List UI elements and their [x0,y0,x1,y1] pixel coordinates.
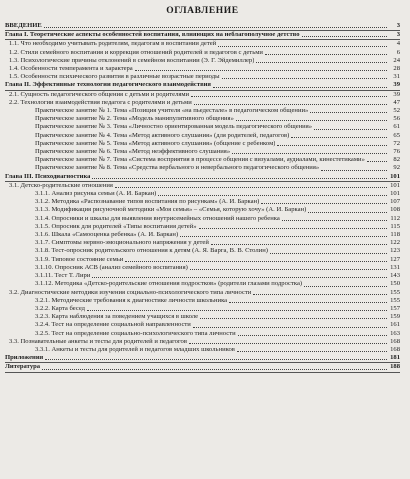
toc-page-number: 65 [393,131,400,139]
toc-leader-dots [291,137,387,138]
toc-entry-row [5,156,400,164]
toc-entry-title: Практическое занятие № 5. Тема «Метод активного слушания» (общение с ребенком) [35,139,276,147]
toc-entry-row [5,148,400,156]
toc-entry-row [5,182,400,190]
toc-entry-row [5,223,400,231]
toc-entry-title: Практическое занятие № 2. Тема «Модель манипулятивного общения» [35,115,234,123]
toc-leader-dots [265,54,387,55]
toc-entry-title: 1.2. Стили семейного воспитания и коррекция отношений родителей и педагогов с детьми [9,48,263,56]
toc-page-number: 150 [390,280,400,288]
toc-page-number: 31 [393,73,400,81]
toc-entry-title: Практическое занятие № 6. Тема «Метод неэффективного слушания» [35,148,231,156]
toc-leader-dots [158,195,387,196]
toc-entry-row [5,289,400,297]
toc-entry-title: ВВЕДЕНИЕ [5,22,42,29]
toc-entry-row [5,280,400,288]
toc-page-number: 108 [390,206,400,214]
toc-page-number: 131 [390,263,400,271]
toc-leader-dots [180,236,387,237]
toc-entry-title: Практическое занятие № 8. Тема «Средства вербального и невербального педагогического общения» [35,164,320,172]
toc-page-number: 28 [393,65,400,73]
table-of-contents [5,22,400,373]
toc-leader-dots [44,27,387,28]
toc-entry-title: 3.1.3. Модификация рисуночной методики «Моя семья» – «Семья, которую хочу» (А. И. Баркан) [35,206,307,214]
toc-entry-title: 3.2.5. Тест на определение социально-психологического типа личности [35,329,236,337]
toc-entry-row [5,338,400,346]
toc-chapter-row [5,81,400,90]
toc-entry-row [5,132,400,140]
toc-entry-row [5,321,400,329]
toc-entry-row [5,215,400,223]
toc-page-number: 24 [393,56,400,64]
toc-page-number: 52 [393,107,400,115]
toc-page-number: 115 [390,222,400,230]
toc-entry-row [5,239,400,247]
toc-page-number: 72 [393,139,400,147]
toc-entry-title: 3.3.1. Анкеты и тесты для родителей и педагогов младших школьников [35,345,235,353]
toc-page-number: 39 [393,90,400,98]
toc-leader-dots [92,277,387,278]
toc-page-number: 76 [393,148,400,156]
toc-leader-dots [321,170,387,171]
toc-entry-row [5,206,400,214]
toc-page-number: 56 [393,115,400,123]
toc-entry-title: 2.1. Сущность педагогического общения с детьми и родителями [9,90,190,98]
toc-page-number: 123 [390,247,400,255]
toc-entry-row [5,190,400,198]
toc-leader-dots [211,244,387,245]
toc-entry-title: Глава I. Теоретические аспекты особенностей воспитания, влияющих на неблагополучное детство [5,31,300,39]
toc-entry-row [5,272,400,280]
toc-leader-dots [135,70,387,71]
toc-page-number: 157 [390,304,400,312]
toc-entry-title: Практическое занятие № 3. Тема «Личностно ориентированная модель педагогического общения» [35,123,313,131]
toc-leader-dots [310,112,387,113]
toc-page-number: 101 [390,190,400,198]
toc-entry-title: 3.1.1. Анализ рисунка семьи (А. И. Баркан) [35,190,157,198]
toc-entry-row [5,99,400,107]
toc-entry-row [5,305,400,313]
toc-page-number: 4 [396,40,400,48]
toc-entry-row [5,264,400,272]
toc-leader-dots [190,269,387,270]
toc-leader-dots [367,161,387,162]
toc-leader-dots [200,318,387,319]
toc-entry-row [5,57,400,65]
toc-page-number: 181 [390,354,400,362]
toc-entry-title: 3.1.12. Методика «Детско-родительские отношения подростков» (родители глазами подростка) [35,280,303,288]
toc-entry-title: 3.2.4. Тест на определение социальной направленности [35,321,191,329]
toc-page-number: 127 [390,255,400,263]
toc-leader-dots [314,129,387,130]
toc-entry-title: 3.1. Детско-родительские отношения [9,181,113,189]
toc-entry-title: 3.2.1. Методические требования к диагностике личности школьника [35,296,228,304]
toc-entry-row [5,231,400,239]
toc-entry-row [5,49,400,57]
toc-entry-title: 3.3. Познавательные анкеты и тесты для родителей и педагогов [9,337,187,345]
toc-entry-title: Глава II. Эффективные технологии педагогического взаимодействия [5,81,212,89]
toc-leader-dots [87,310,387,311]
toc-page-number: 159 [390,313,400,321]
toc-entry-title: Приложения [5,354,44,362]
toc-page-number: 163 [390,329,400,337]
toc-page-number: 6 [396,48,400,56]
page-title: ОГЛАВЛЕНИЕ [166,6,239,16]
toc-page-number: 47 [393,98,400,106]
toc-entry-title: 3.1.6. Шкала «Самооценка ребенка» (А. И. Баркан) [35,231,179,239]
toc-leader-dots [45,359,387,360]
toc-entry-row [5,346,400,354]
toc-entry-row [5,330,400,338]
toc-entry-title: 1.1. Что необходимо учитывать родителям, педагогам в воспитании детей [9,40,217,48]
toc-leader-dots [232,153,387,154]
toc-entry-row [5,91,400,99]
toc-entry-row [5,313,400,321]
toc-entry-title: Литература [5,363,41,371]
toc-page-number: 61 [393,123,400,131]
toc-entry-title: 3.1.10. Опросник АСВ (анализ семейного воспитания) [35,263,188,271]
toc-leader-dots [277,145,387,146]
toc-entry-row [5,256,400,264]
toc-entry-title: 3.2.3. Карта наблюдения за поведением учащихся в школе [35,313,199,321]
toc-leader-dots [253,294,387,295]
toc-leader-dots [218,46,387,47]
toc-leader-dots [256,62,387,63]
toc-entry-row [5,115,400,123]
toc-leader-dots [282,220,387,221]
toc-leader-dots [199,228,387,229]
toc-leader-dots [115,187,387,188]
toc-entry-title: 3.1.11. Тест Т. Лири [35,272,91,280]
toc-leader-dots [236,120,387,121]
toc-entry-title: 1.3. Психологические причины отклонений в семейном воспитании (Э. Г. Эйдемиллер) [9,56,255,64]
toc-page-number: 92 [393,164,400,172]
toc-page-number: 112 [390,214,400,222]
toc-entry-row [5,123,400,131]
toc-entry-row [5,140,400,148]
toc-page-number: 3 [396,31,400,39]
toc-page-number: 101 [390,181,400,189]
toc-entry-row [5,164,400,172]
toc-page-number: 118 [390,231,400,239]
toc-entry-title: 3.1.8. Тест-опросник родительского отношения к детям (А. Я. Варга, В. В. Столин) [35,247,268,255]
toc-leader-dots [194,104,387,105]
toc-entry-title: Глава III. Психодиагностика [5,172,91,180]
toc-page-number: 39 [393,81,400,89]
toc-leader-dots [304,286,387,287]
toc-leader-dots [222,78,387,79]
toc-entry-row [5,107,400,115]
toc-chapter-row [5,363,400,372]
toc-page-number: 143 [390,272,400,280]
toc-leader-dots [270,253,387,254]
toc-page-number: 82 [393,156,400,164]
toc-page-number: 101 [390,172,400,180]
toc-page-number: 188 [390,363,400,371]
toc-page-number: 3 [396,22,400,29]
toc-entry-title: 1.5. Особенности психического развития в различные возрастные периоды [9,73,220,81]
toc-entry-title: 3.2.2. Карта бесед [35,304,86,312]
toc-leader-dots [237,351,387,352]
toc-entry-title: 3.1.5. Опросник для родителей «Типы воспитания детей» [35,222,197,230]
toc-page-number: 155 [390,288,400,296]
toc-entry-row [5,297,400,305]
toc-leader-dots [193,327,387,328]
toc-leader-dots [42,369,387,370]
toc-page-number: 161 [390,321,400,329]
toc-entry-title: Практическое занятие № 7. Тема «Система восприятия в процессе общения с визуалами, аудиалами, кинестетиками» [35,156,365,164]
toc-leader-dots [213,87,387,88]
toc-entry-title: 3.1.2. Методика «Распознавание типов воспитания по рисункам» (А. И. Баркан) [35,198,260,206]
toc-leader-dots [308,212,387,213]
toc-entry-title: Практическое занятие № 1. Тема «Позиция учителя «на пьедестале» в педагогическом общении» [35,107,309,115]
toc-leader-dots [261,203,387,204]
toc-chapter-row [5,31,400,40]
toc-entry-title: 1.4. Особенности темперамента и характера [9,65,133,73]
toc-entry-title: 3.1.7. Симптомы нервно-эмоционального напряжения у детей [35,239,209,247]
toc-chapter-row [5,22,400,31]
toc-chapter-row [5,173,400,182]
toc-leader-dots [229,302,387,303]
toc-entry-title: 3.2. Диагностические методики изучения социально-психологического типа личности [9,288,252,296]
toc-page-number: 155 [390,296,400,304]
toc-entry-row [5,247,400,255]
toc-leader-dots [189,343,387,344]
toc-entry-row [5,40,400,48]
toc-page-number: 107 [390,198,400,206]
toc-leader-dots [92,178,387,179]
toc-page-number: 168 [390,345,400,353]
toc-leader-dots [125,261,387,262]
toc-entry-title: 3.1.4. Опросники и шкалы для выявления внутрисемейных отношений нашего ребенка [35,214,280,222]
toc-entry-row [5,198,400,206]
toc-leader-dots [238,335,387,336]
toc-entry-row [5,65,400,73]
toc-leader-dots [191,96,387,97]
toc-entry-title: 3.1.9. Типовое состояние семьи [35,255,124,263]
toc-page-number: 122 [390,239,400,247]
toc-leader-dots [302,36,387,37]
toc-entry-title: 2.2. Технологии взаимодействия педагога с родителями и детьми [9,98,192,106]
toc-page-number: 168 [390,337,400,345]
toc-chapter-row [5,354,400,363]
toc-entry-title: Практическое занятие № 4. Тема «Метод активного слушания» (для родителей, педагогов) [35,131,290,139]
toc-entry-row [5,73,400,81]
